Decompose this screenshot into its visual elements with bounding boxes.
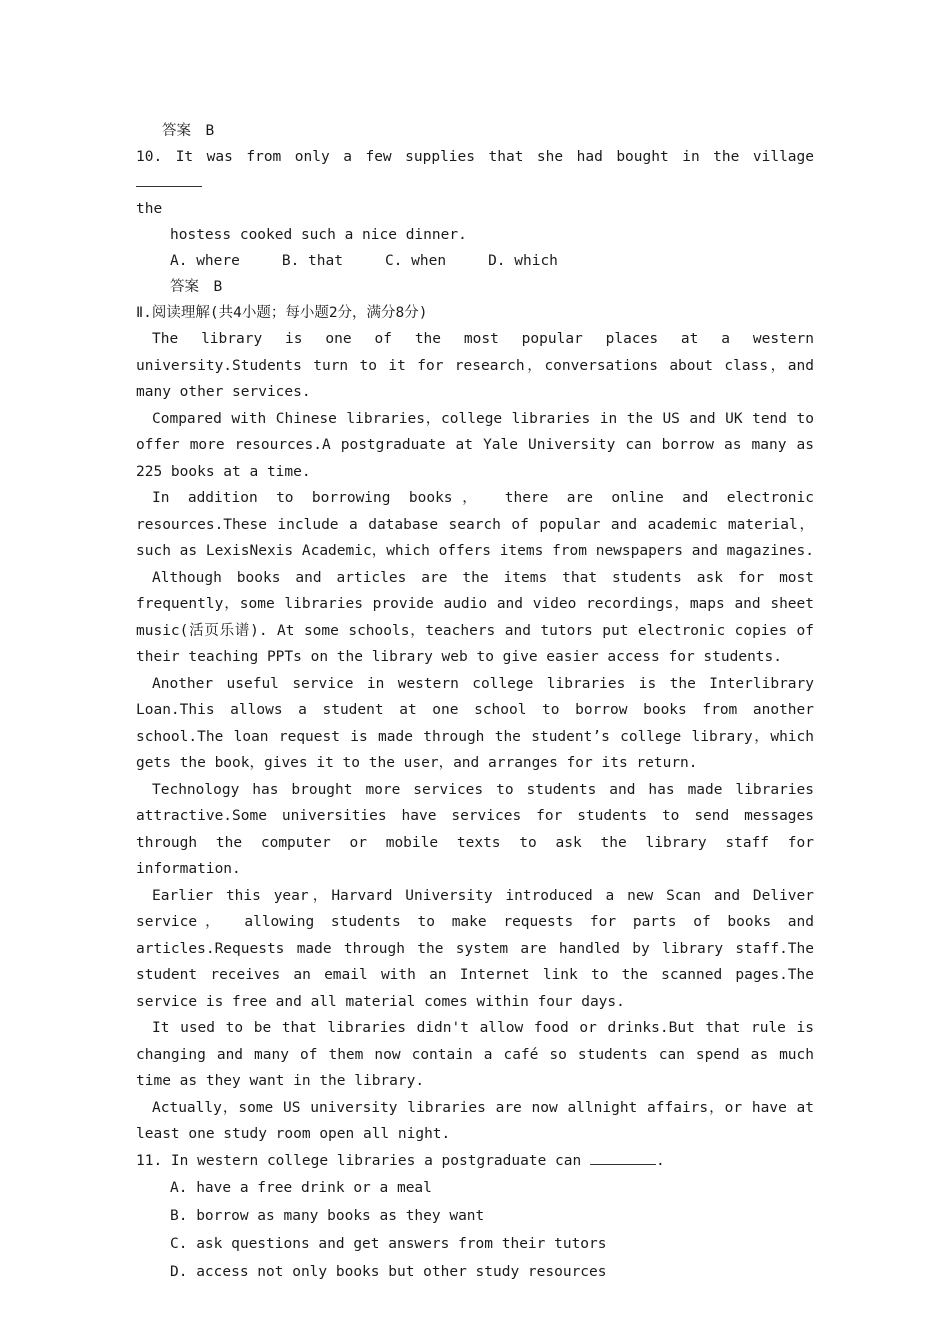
passage-paragraph: In addition to borrowing books， there are online and electronic resources.These include a database search of popular and academic material，such as LexisNexis Academic，which offers items from newspapers and magazines. — [136, 490, 814, 559]
q11-option-a: A. have a free drink or a meal — [170, 1179, 432, 1196]
q10-option-a: A. where — [170, 253, 240, 269]
q10-options — [136, 248, 814, 274]
passage-paragraph: Compared with Chinese libraries，college libraries in the US and UK tend to offer more resources.A postgraduate at Yale University can borrow as many as 225 books at a time. — [136, 410, 814, 480]
passage-paragraph: Technology has brought more services to students and has made libraries attractive.Some universities have services for students to send messages through the computer or mobile texts to ask the library staff for information. — [136, 781, 814, 877]
q11-stem — [136, 1148, 814, 1174]
q10-answer: 答案 B — [170, 279, 223, 295]
q10-option-d: D. which — [488, 253, 558, 269]
section-title: Ⅱ.阅读理解(共4小题；每小题2分，满分8分) — [136, 305, 428, 321]
q10-stem-line1: 10. It was from only a few supplies that she had bought in the village — [136, 149, 814, 165]
q10-option-b: B. that — [281, 253, 343, 269]
q11-stem-text: 11. In western college libraries a postgraduate can — [136, 1152, 582, 1169]
passage-paragraph: The library is one of the most popular places at a western university.Students turn to it for research，conversations about class，and many other services. — [136, 331, 814, 400]
q10-stem — [136, 144, 814, 196]
q10-option-c: C. when — [384, 253, 447, 269]
q9-answer: 答案 B — [162, 123, 215, 139]
q11-option-d: D. access not only books but other study resources — [170, 1263, 607, 1280]
passage-paragraph: Actually，some US university libraries are now allnight affairs，or have at least one study room open all night. — [136, 1099, 814, 1142]
q11-blank — [590, 1150, 656, 1165]
q10-stem-line2: hostess cooked such a nice dinner. — [170, 227, 467, 243]
passage-paragraph: Earlier this year，Harvard University introduced a new Scan and Deliver service， allowing students to make requests for parts of books and articles.Requests made through the system are handled by library staff.The student receives an email with an Internet link to the scanned pages.The service is free and all material comes within four days. — [136, 887, 814, 1010]
q11-option-c: C. ask questions and get answers from their tutors — [170, 1235, 607, 1252]
q11-stem-end: . — [655, 1152, 665, 1169]
q10-stem-cont: the — [136, 201, 163, 217]
q10-blank — [136, 172, 202, 187]
passage-paragraph: Another useful service in western college libraries is the Interlibrary Loan.This allows a student at one school to borrow books from another school.The loan request is made through the student’s college library，which gets the book，gives it to the user，and arranges for its return. — [136, 675, 814, 771]
q11-option-b: B. borrow as many books as they want — [170, 1207, 485, 1224]
document-page — [136, 118, 814, 1286]
passage-paragraph: Although books and articles are the items that students ask for most frequently，some libraries provide audio and video recordings，maps and sheet music(活页乐谱). At some schools，teachers and tutors put electronic copies of their teaching PPTs on the library web to give easier access for students. — [136, 569, 814, 665]
passage-paragraph: It used to be that libraries didn't allow food or drinks.But that rule is changing and many of them now contain a café so students can spend as much time as they want in the library. — [136, 1020, 814, 1089]
